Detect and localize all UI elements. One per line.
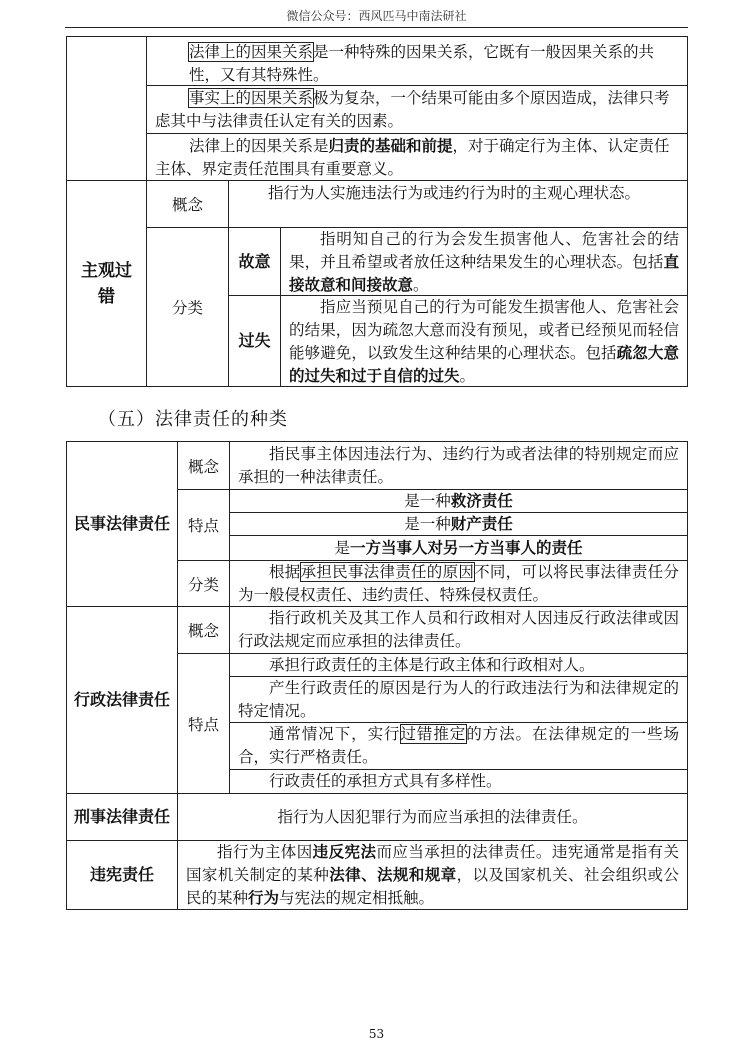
intent-text: 指明知自己的行为会发生损害他人、危害社会的结果，并且希望或者放任这种结果发生的心理状态。包括直接故意和间接故意。 [289,230,679,294]
fault-title-cell [66,180,147,387]
factual-causation-term: 事实上的因果关系 [189,89,314,107]
constitutional-cell [177,840,688,910]
civil-feature-label: 特点 [187,517,219,535]
admin-feature-1-cell [229,653,688,677]
fault-concept-cell [228,180,688,228]
admin-feature-4-cell [229,769,688,794]
criminal-cell [177,793,688,841]
civil-feature-3-cell [229,535,688,561]
section-title: （五）法律责任的种类 [98,409,288,430]
admin-title: 行政法律责任 [74,690,171,709]
civil-class-text: 根据承担民事法律责任的原因不同，可以将民事法律责任分为一般侵权责任、违约责任、特殊侵权责任。 [238,563,679,604]
admin-concept-label-cell [177,606,230,654]
fault-class-label-cell [146,227,229,387]
constitutional-title: 违宪责任 [89,865,154,884]
intent-cell [280,227,688,296]
admin-title-cell [66,606,178,794]
page-number: 53 [368,1027,385,1041]
criminal-text: 指行为人因犯罪行为而应当承担的法律责任。 [277,807,588,826]
fault-concept-label-cell [146,180,229,228]
civil-feature-label-cell [177,489,230,561]
causation-p2: 事实上的因果关系极为复杂，一个结果可能由多个原因造成，法律只考虑其中与法律责任认定有关的因素。 [155,89,670,130]
civil-concept-cell [229,441,688,490]
civil-feature-2: 是一种财产责任 [404,514,513,533]
admin-feature-label: 特点 [187,715,219,734]
intent-label: 故意 [238,251,271,271]
intent-label-cell [228,227,281,296]
civil-class-label: 分类 [187,575,219,594]
fault-concept-label: 概念 [171,196,203,214]
civil-concept-label-cell [177,441,230,490]
header-rule [65,27,688,28]
civil-class-cell [229,560,688,607]
civil-class-label-cell [177,560,230,607]
civil-cause-term: 承担民事法律责任的原因 [300,563,475,581]
admin-concept-label: 概念 [187,622,219,640]
causation-p2-cell [146,85,688,134]
admin-feature-3-cell [229,722,688,770]
causation-p3-cell [146,133,688,181]
admin-feature-3: 通常情况下，实行过错推定的方法。在法律规定的一些场合，实行严格责任。 [238,725,679,766]
negligence-label-cell [228,295,281,387]
negligence-cell [280,295,688,387]
constitutional-text: 指行为主体因违反宪法而应当承担的法律责任。违宪通常是指有关国家机关制定的某种法律、法规和规章，以及国家机关、社会组织或公民的某种行为与宪法的规定相抵触。 [186,843,679,907]
legal-causation-term: 法律上的因果关系 [189,43,314,61]
civil-concept-label: 概念 [187,457,219,476]
admin-feature-2-cell [229,676,688,723]
admin-feature-1: 承担行政责任的主体是行政主体和行政相对人。 [269,656,595,674]
civil-feature-1-cell [229,489,688,513]
negligence-label: 过失 [238,331,271,350]
fault-concept-text: 指行为人实施违法行为或违约行为时的主观心理状态。 [268,184,641,202]
civil-title: 民事法律责任 [74,514,171,533]
constitutional-title-cell [66,840,178,910]
page-header: 微信公众号：西风匹马中南法研社 [286,9,467,23]
civil-feature-3: 是一方当事人对另一方当事人的责任 [334,538,583,557]
causation-p1-cell [146,36,688,86]
fault-title: 主观过错 [81,260,132,307]
civil-feature-1: 是一种救济责任 [404,491,513,510]
causation-p1: 法律上的因果关系是一种特殊的因果关系，它既有一般因果关系的共性，又有其特殊性。 [189,43,655,84]
fault-presumption-term: 过错推定 [400,725,467,743]
causation-left-cell [66,36,147,181]
civil-feature-2-cell [229,512,688,536]
fault-class-label: 分类 [171,299,203,317]
causation-p3: 法律上的因果关系是归责的基础和前提，对于确定行为主体、认定责任主体、界定责任范围具有重要意义。 [155,137,670,178]
admin-feature-4: 行政责任的承担方式具有多样性。 [269,772,502,790]
admin-feature-label-cell [177,653,230,794]
admin-feature-2: 产生行政责任的原因是行为人的行政违法行为和法律规定的特定情况。 [238,679,679,720]
criminal-title: 刑事法律责任 [74,807,171,826]
admin-concept-cell [229,606,688,654]
admin-concept-text: 指行政机关及其工作人员和行政相对人因违反行政法律或因行政法规定而应承担的法律责任。 [238,609,679,650]
negligence-text: 指应当预见自己的行为可能发生损害他人、危害社会的结果，因为疏忽大意而没有预见，或者已经预见而轻信能够避免，以致发生这种结果的心理状态。包括疏忽大意的过失和过于自信的过失。 [289,298,679,385]
criminal-title-cell [66,793,178,841]
civil-title-cell [66,441,178,607]
civil-concept-text: 指民事主体因违法行为、违约行为或者法律的特别规定而应承担的一种法律责任。 [238,445,679,486]
